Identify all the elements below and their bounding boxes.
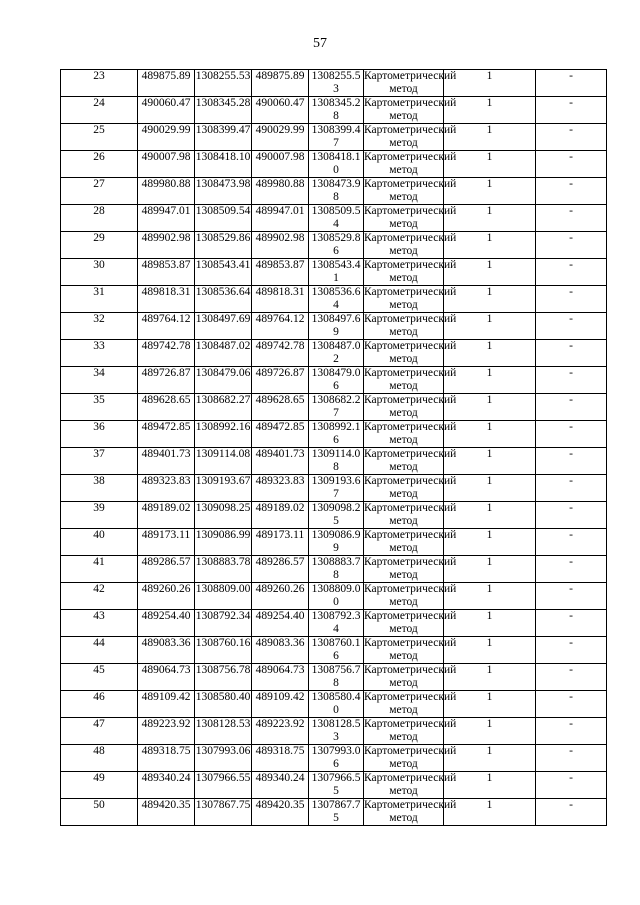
table-row	[61, 448, 607, 475]
method-cell: Картометрический метод	[364, 70, 457, 95]
precision-cell: 1	[444, 286, 536, 313]
point-number-cell: 43	[61, 610, 138, 637]
point-number-cell: 41	[61, 556, 138, 583]
x-coordinate-2-cell: 489980.88	[252, 178, 309, 205]
x-coordinate-cell: 489083.36	[138, 637, 195, 664]
y-coordinate-cell: 1308345.28	[195, 97, 252, 124]
precision-cell: 1	[444, 718, 536, 745]
table-row	[61, 178, 607, 205]
x-coordinate-cell: 489726.87	[138, 367, 195, 394]
y-coordinate-2-cell: 1308399.47	[309, 124, 364, 151]
precision-cell: 1	[444, 664, 536, 691]
x-coordinate-cell: 489286.57	[138, 556, 195, 583]
x-coordinate-2-cell: 489902.98	[252, 232, 309, 259]
precision-cell: 1	[444, 205, 536, 232]
x-coordinate-cell: 489818.31	[138, 286, 195, 313]
table-row	[61, 70, 607, 97]
x-coordinate-2-cell: 490060.47	[252, 97, 309, 124]
method-cell: Картометрический метод	[364, 178, 457, 203]
method-cell: Картометрический метод	[364, 124, 457, 149]
y-coordinate-2-cell: 1309086.99	[309, 529, 364, 556]
description-cell: -	[536, 745, 607, 772]
y-coordinate-2-cell: 1307993.06	[309, 745, 364, 772]
x-coordinate-2-cell: 489340.24	[252, 772, 309, 799]
method-cell: Картометрический метод	[364, 583, 457, 608]
x-coordinate-2-cell: 489064.73	[252, 664, 309, 691]
table-row	[61, 205, 607, 232]
description-cell: -	[536, 664, 607, 691]
table-row	[61, 772, 607, 799]
y-coordinate-cell: 1308682.27	[195, 394, 252, 421]
x-coordinate-cell: 489875.89	[138, 70, 195, 97]
y-coordinate-cell: 1308992.16	[195, 421, 252, 448]
y-coordinate-2-cell: 1309193.67	[309, 475, 364, 502]
x-coordinate-cell: 489223.92	[138, 718, 195, 745]
y-coordinate-cell: 1308418.10	[195, 151, 252, 178]
x-coordinate-2-cell: 489947.01	[252, 205, 309, 232]
method-cell: Картометрический метод	[364, 151, 457, 176]
precision-cell: 1	[444, 151, 536, 178]
y-coordinate-2-cell: 1309098.25	[309, 502, 364, 529]
point-number-cell: 36	[61, 421, 138, 448]
point-number-cell: 25	[61, 124, 138, 151]
description-cell: -	[536, 718, 607, 745]
y-coordinate-cell: 1308543.41	[195, 259, 252, 286]
y-coordinate-cell: 1308756.78	[195, 664, 252, 691]
x-coordinate-2-cell: 489818.31	[252, 286, 309, 313]
x-coordinate-2-cell: 489260.26	[252, 583, 309, 610]
precision-cell: 1	[444, 70, 536, 97]
point-number-cell: 29	[61, 232, 138, 259]
description-cell: -	[536, 151, 607, 178]
y-coordinate-cell: 1308529.86	[195, 232, 252, 259]
description-cell: -	[536, 421, 607, 448]
description-cell: -	[536, 124, 607, 151]
x-coordinate-cell: 490007.98	[138, 151, 195, 178]
point-number-cell: 37	[61, 448, 138, 475]
method-cell: Картометрический метод	[364, 205, 457, 230]
precision-cell: 1	[444, 340, 536, 367]
y-coordinate-2-cell: 1309114.08	[309, 448, 364, 475]
table-row	[61, 529, 607, 556]
y-coordinate-cell: 1309098.25	[195, 502, 252, 529]
method-cell: Картометрический метод	[364, 259, 457, 284]
description-cell: -	[536, 205, 607, 232]
method-cell: Картометрический метод	[364, 637, 457, 662]
x-coordinate-2-cell: 489254.40	[252, 610, 309, 637]
description-cell: -	[536, 583, 607, 610]
description-cell: -	[536, 556, 607, 583]
point-number-cell: 47	[61, 718, 138, 745]
table-row	[61, 610, 607, 637]
y-coordinate-cell: 1307993.06	[195, 745, 252, 772]
precision-cell: 1	[444, 97, 536, 124]
precision-cell: 1	[444, 556, 536, 583]
y-coordinate-cell: 1308509.54	[195, 205, 252, 232]
description-cell: -	[536, 502, 607, 529]
method-cell: Картометрический метод	[364, 610, 457, 635]
y-coordinate-2-cell: 1308760.16	[309, 637, 364, 664]
point-number-cell: 39	[61, 502, 138, 529]
description-cell: -	[536, 232, 607, 259]
y-coordinate-2-cell: 1308509.54	[309, 205, 364, 232]
x-coordinate-2-cell: 489742.78	[252, 340, 309, 367]
x-coordinate-2-cell: 489853.87	[252, 259, 309, 286]
method-cell: Картометрический метод	[364, 448, 457, 473]
description-cell: -	[536, 529, 607, 556]
x-coordinate-cell: 489340.24	[138, 772, 195, 799]
x-coordinate-2-cell: 489875.89	[252, 70, 309, 97]
precision-cell: 1	[444, 637, 536, 664]
y-coordinate-2-cell: 1307966.55	[309, 772, 364, 799]
method-cell: Картометрический метод	[364, 718, 457, 743]
table-row	[61, 151, 607, 178]
point-number-cell: 23	[61, 70, 138, 97]
x-coordinate-cell: 489902.98	[138, 232, 195, 259]
x-coordinate-cell: 490029.99	[138, 124, 195, 151]
table-row	[61, 691, 607, 718]
point-number-cell: 32	[61, 313, 138, 340]
y-coordinate-2-cell: 1308580.40	[309, 691, 364, 718]
table-row	[61, 718, 607, 745]
y-coordinate-cell: 1307966.55	[195, 772, 252, 799]
x-coordinate-cell: 489260.26	[138, 583, 195, 610]
precision-cell: 1	[444, 259, 536, 286]
y-coordinate-2-cell: 1308543.41	[309, 259, 364, 286]
y-coordinate-2-cell: 1308418.10	[309, 151, 364, 178]
point-number-cell: 40	[61, 529, 138, 556]
precision-cell: 1	[444, 313, 536, 340]
x-coordinate-2-cell: 489173.11	[252, 529, 309, 556]
point-number-cell: 44	[61, 637, 138, 664]
y-coordinate-cell: 1308479.06	[195, 367, 252, 394]
description-cell: -	[536, 394, 607, 421]
table-row	[61, 745, 607, 772]
y-coordinate-cell: 1308536.64	[195, 286, 252, 313]
description-cell: -	[536, 70, 607, 97]
x-coordinate-2-cell: 489726.87	[252, 367, 309, 394]
description-cell: -	[536, 799, 607, 826]
precision-cell: 1	[444, 772, 536, 799]
y-coordinate-cell: 1308255.53	[195, 70, 252, 97]
description-cell: -	[536, 367, 607, 394]
x-coordinate-cell: 489764.12	[138, 313, 195, 340]
x-coordinate-cell: 489109.42	[138, 691, 195, 718]
x-coordinate-cell: 490060.47	[138, 97, 195, 124]
method-cell: Картометрический метод	[364, 799, 457, 824]
method-cell: Картометрический метод	[364, 745, 457, 770]
point-number-cell: 50	[61, 799, 138, 826]
table-row	[61, 286, 607, 313]
point-number-cell: 30	[61, 259, 138, 286]
y-coordinate-2-cell: 1308756.78	[309, 664, 364, 691]
method-cell: Картометрический метод	[364, 340, 457, 365]
y-coordinate-cell: 1308809.00	[195, 583, 252, 610]
y-coordinate-2-cell: 1307867.75	[309, 799, 364, 826]
y-coordinate-cell: 1308128.53	[195, 718, 252, 745]
precision-cell: 1	[444, 178, 536, 205]
method-cell: Картометрический метод	[364, 421, 457, 446]
method-cell: Картометрический метод	[364, 529, 457, 554]
y-coordinate-2-cell: 1308992.16	[309, 421, 364, 448]
description-cell: -	[536, 691, 607, 718]
x-coordinate-2-cell: 489083.36	[252, 637, 309, 664]
table-row	[61, 367, 607, 394]
y-coordinate-cell: 1308580.40	[195, 691, 252, 718]
precision-cell: 1	[444, 394, 536, 421]
method-cell: Картометрический метод	[364, 772, 457, 797]
x-coordinate-2-cell: 489401.73	[252, 448, 309, 475]
x-coordinate-cell: 489189.02	[138, 502, 195, 529]
description-cell: -	[536, 286, 607, 313]
precision-cell: 1	[444, 529, 536, 556]
precision-cell: 1	[444, 583, 536, 610]
table-row	[61, 637, 607, 664]
table-row	[61, 232, 607, 259]
precision-cell: 1	[444, 745, 536, 772]
table-row	[61, 340, 607, 367]
y-coordinate-2-cell: 1308479.06	[309, 367, 364, 394]
precision-cell: 1	[444, 799, 536, 826]
description-cell: -	[536, 475, 607, 502]
x-coordinate-2-cell: 489472.85	[252, 421, 309, 448]
table-row	[61, 313, 607, 340]
point-number-cell: 38	[61, 475, 138, 502]
description-cell: -	[536, 772, 607, 799]
description-cell: -	[536, 313, 607, 340]
precision-cell: 1	[444, 610, 536, 637]
method-cell: Картометрический метод	[364, 502, 457, 527]
point-number-cell: 26	[61, 151, 138, 178]
table-row	[61, 259, 607, 286]
x-coordinate-cell: 489947.01	[138, 205, 195, 232]
precision-cell: 1	[444, 421, 536, 448]
x-coordinate-2-cell: 489286.57	[252, 556, 309, 583]
method-cell: Картометрический метод	[364, 664, 457, 689]
y-coordinate-cell: 1309086.99	[195, 529, 252, 556]
description-cell: -	[536, 637, 607, 664]
point-number-cell: 46	[61, 691, 138, 718]
method-cell: Картометрический метод	[364, 97, 457, 122]
table-row	[61, 97, 607, 124]
table-row	[61, 421, 607, 448]
description-cell: -	[536, 340, 607, 367]
method-cell: Картометрический метод	[364, 691, 457, 716]
x-coordinate-cell: 489742.78	[138, 340, 195, 367]
x-coordinate-cell: 489254.40	[138, 610, 195, 637]
point-number-cell: 28	[61, 205, 138, 232]
x-coordinate-2-cell: 489189.02	[252, 502, 309, 529]
table-row	[61, 475, 607, 502]
coordinates-table	[60, 69, 607, 826]
y-coordinate-2-cell: 1308255.53	[309, 70, 364, 97]
y-coordinate-cell: 1308792.34	[195, 610, 252, 637]
x-coordinate-cell: 489323.83	[138, 475, 195, 502]
table-row	[61, 664, 607, 691]
point-number-cell: 34	[61, 367, 138, 394]
description-cell: -	[536, 259, 607, 286]
x-coordinate-cell: 489318.75	[138, 745, 195, 772]
point-number-cell: 48	[61, 745, 138, 772]
precision-cell: 1	[444, 691, 536, 718]
table-body	[61, 70, 607, 826]
y-coordinate-cell: 1309193.67	[195, 475, 252, 502]
y-coordinate-2-cell: 1308345.28	[309, 97, 364, 124]
x-coordinate-cell: 489420.35	[138, 799, 195, 826]
description-cell: -	[536, 448, 607, 475]
point-number-cell: 35	[61, 394, 138, 421]
x-coordinate-cell: 489853.87	[138, 259, 195, 286]
point-number-cell: 45	[61, 664, 138, 691]
y-coordinate-2-cell: 1308128.53	[309, 718, 364, 745]
y-coordinate-2-cell: 1308792.34	[309, 610, 364, 637]
y-coordinate-cell: 1308473.98	[195, 178, 252, 205]
point-number-cell: 33	[61, 340, 138, 367]
precision-cell: 1	[444, 232, 536, 259]
x-coordinate-cell: 489401.73	[138, 448, 195, 475]
point-number-cell: 49	[61, 772, 138, 799]
x-coordinate-2-cell: 489318.75	[252, 745, 309, 772]
y-coordinate-2-cell: 1308883.78	[309, 556, 364, 583]
table-row	[61, 799, 607, 826]
precision-cell: 1	[444, 124, 536, 151]
y-coordinate-cell: 1308487.02	[195, 340, 252, 367]
y-coordinate-2-cell: 1308487.02	[309, 340, 364, 367]
x-coordinate-2-cell: 490007.98	[252, 151, 309, 178]
method-cell: Картометрический метод	[364, 556, 457, 581]
method-cell: Картометрический метод	[364, 394, 457, 419]
method-cell: Картометрический метод	[364, 232, 457, 257]
x-coordinate-cell: 489980.88	[138, 178, 195, 205]
y-coordinate-cell: 1309114.08	[195, 448, 252, 475]
y-coordinate-2-cell: 1308497.69	[309, 313, 364, 340]
y-coordinate-cell: 1307867.75	[195, 799, 252, 826]
x-coordinate-2-cell: 490029.99	[252, 124, 309, 151]
x-coordinate-cell: 489628.65	[138, 394, 195, 421]
y-coordinate-2-cell: 1308536.64	[309, 286, 364, 313]
method-cell: Картометрический метод	[364, 286, 457, 311]
table-row	[61, 124, 607, 151]
table-row	[61, 502, 607, 529]
x-coordinate-cell: 489173.11	[138, 529, 195, 556]
x-coordinate-cell: 489472.85	[138, 421, 195, 448]
y-coordinate-2-cell: 1308682.27	[309, 394, 364, 421]
y-coordinate-cell: 1308497.69	[195, 313, 252, 340]
point-number-cell: 24	[61, 97, 138, 124]
point-number-cell: 27	[61, 178, 138, 205]
x-coordinate-2-cell: 489420.35	[252, 799, 309, 826]
point-number-cell: 42	[61, 583, 138, 610]
y-coordinate-2-cell: 1308529.86	[309, 232, 364, 259]
method-cell: Картометрический метод	[364, 475, 457, 500]
x-coordinate-2-cell: 489628.65	[252, 394, 309, 421]
y-coordinate-cell: 1308760.16	[195, 637, 252, 664]
x-coordinate-2-cell: 489223.92	[252, 718, 309, 745]
description-cell: -	[536, 97, 607, 124]
method-cell: Картометрический метод	[364, 313, 457, 338]
precision-cell: 1	[444, 502, 536, 529]
x-coordinate-cell: 489064.73	[138, 664, 195, 691]
y-coordinate-cell: 1308883.78	[195, 556, 252, 583]
y-coordinate-2-cell: 1308473.98	[309, 178, 364, 205]
precision-cell: 1	[444, 475, 536, 502]
y-coordinate-cell: 1308399.47	[195, 124, 252, 151]
x-coordinate-2-cell: 489764.12	[252, 313, 309, 340]
table-row	[61, 394, 607, 421]
description-cell: -	[536, 610, 607, 637]
precision-cell: 1	[444, 448, 536, 475]
x-coordinate-2-cell: 489109.42	[252, 691, 309, 718]
point-number-cell: 31	[61, 286, 138, 313]
page-number: 57	[313, 36, 327, 51]
table-row	[61, 583, 607, 610]
x-coordinate-2-cell: 489323.83	[252, 475, 309, 502]
precision-cell: 1	[444, 367, 536, 394]
description-cell: -	[536, 178, 607, 205]
y-coordinate-2-cell: 1308809.00	[309, 583, 364, 610]
method-cell: Картометрический метод	[364, 367, 457, 392]
table-row	[61, 556, 607, 583]
